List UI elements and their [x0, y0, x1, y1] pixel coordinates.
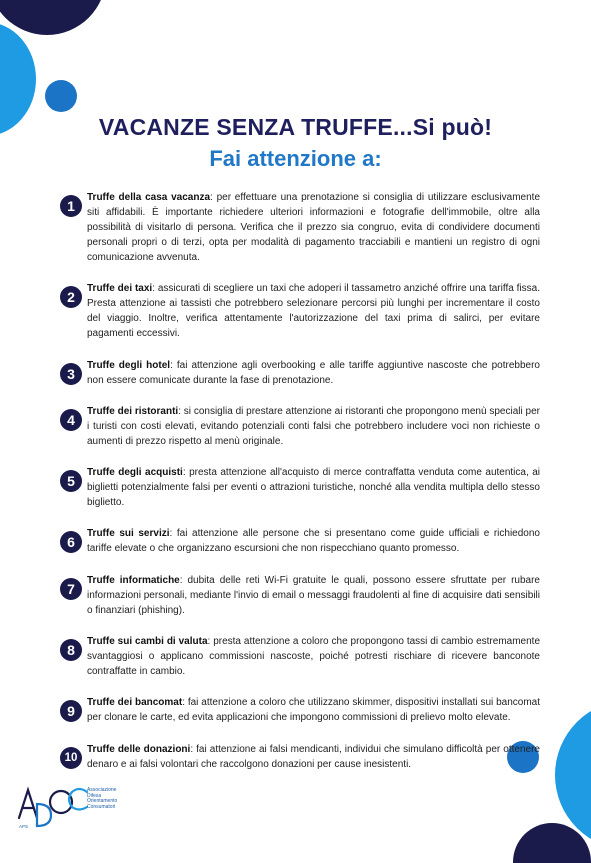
- item-number-badge: 10: [60, 747, 82, 769]
- logo-line: Associazione: [87, 787, 117, 793]
- list-item: [60, 695, 540, 725]
- item-text: [87, 573, 540, 618]
- page-title: VACANZE SENZA TRUFFE...Si può!: [98, 114, 493, 140]
- item-text: [87, 404, 540, 449]
- item-heading: Truffe degli acquisti: [87, 467, 183, 479]
- list-item: [60, 465, 540, 510]
- item-body: : fai attenzione a coloro che utilizzano skimmer, dispositivi installati sui bancomat per clonare le carte, ed evita applicazioni che impongono commissioni di prelievo molto elevate.: [87, 697, 541, 724]
- item-text: [87, 742, 540, 772]
- item-heading: Truffe sui servizi: [87, 528, 170, 540]
- decorative-circle-navy-top: [0, 0, 106, 35]
- item-number-badge: 2: [60, 286, 82, 308]
- item-body: : fai attenzione agli overbooking e alle tariffe aggiuntive nascoste che potrebbero non essere comunicate durante la fase di prenotazione.: [87, 359, 540, 386]
- list-item: [60, 190, 540, 265]
- decorative-dot-left: [45, 80, 77, 112]
- item-number-badge: 4: [60, 409, 82, 431]
- item-number-badge: 6: [60, 531, 82, 553]
- logo-aps: APS: [19, 824, 29, 829]
- item-text: [87, 190, 540, 265]
- scam-list: [60, 190, 540, 788]
- item-body: : assicurati di scegliere un taxi che adoperi il tassametro anziché offrire una tariffa fissa. Presta attenzione ai tassisti che potrebbero selezionare percorsi più lunghi per incrementare il costo del viaggio. Inoltre, verifica attentamente l'autorizzazione del taxi prima di salirci, per evitare pagamenti eccessivi.: [87, 283, 540, 340]
- item-heading: Truffe sui cambi di valuta: [87, 636, 208, 648]
- item-body: : fai attenzione ai falsi mendicanti, individui che simulano difficoltà per ottenere denaro e ai falsi volontari che raccolgono donazioni per cause inesistenti.: [87, 743, 540, 770]
- item-body: : si consiglia di prestare attenzione ai ristoranti che propongono menù speciali per i turisti con costi elevati, evitando potenziali conti falsi che potrebbero includere voci non richieste o aumenti di prezzo rispetto al menù originale.: [87, 405, 540, 447]
- adoc-logo-mark-icon: [17, 780, 97, 830]
- logo-line: Consumatori: [87, 803, 116, 810]
- item-number-badge: 5: [60, 470, 82, 492]
- item-body: : fai attenzione alle persone che si presentano come guide ufficiali e richiedono tariffe elevate o che organizzano escursioni che non rispecchiano quanto promesso.: [87, 528, 540, 555]
- item-heading: Truffe dei taxi: [87, 283, 153, 295]
- list-item: [60, 573, 540, 618]
- list-item: [60, 404, 540, 449]
- item-text: [87, 358, 540, 388]
- adoc-logo: [17, 780, 157, 830]
- list-item: [60, 281, 540, 341]
- list-item: [60, 634, 540, 679]
- item-text: [87, 465, 540, 510]
- item-body: : dubita delle reti Wi-Fi gratuite le quali, possono essere sfruttate per rubare informazioni personali, mediante l'invio di email o messaggi fraudolenti al fine di acquisire dati sensibili o finanziari (phishing).: [87, 574, 540, 616]
- item-number-badge: 3: [60, 363, 82, 385]
- item-heading: Truffe dei bancomat: [87, 697, 183, 709]
- item-body: : presta attenzione a coloro che propongono tassi di cambio estremamente svantaggiosi o applicano commissioni nascoste, poiché potresti rischiare di ricevere banconote contraffatte in cambio.: [87, 636, 541, 678]
- logo-line: Orientamento: [87, 798, 118, 805]
- item-number-badge: 1: [60, 195, 82, 217]
- item-body: : presta attenzione all'acquisto di merce contraffatta venduta come autentica, ai biglietti potenzialmente falsi per eventi o attrazioni turistiche, nonché alla vendita multipla dello stesso biglietto.: [87, 467, 540, 509]
- list-item: [60, 742, 540, 772]
- page-subtitle: Fai attenzione a:: [209, 146, 382, 171]
- item-text: [87, 281, 540, 341]
- adoc-logo-text: [87, 788, 117, 810]
- item-number-badge: 8: [60, 639, 82, 661]
- list-item: [60, 526, 540, 556]
- item-number-badge: 7: [60, 578, 82, 600]
- logo-line: Difesa: [87, 792, 102, 799]
- item-text: [87, 634, 540, 679]
- item-heading: Truffe dei ristoranti: [87, 405, 179, 417]
- list-item: [60, 358, 540, 388]
- item-body: : per effettuare una prenotazione si consiglia di utilizzare esclusivamente siti affidabili. È importante richiedere ulteriori informazioni e fotografie dell'immobile, oltre alla possibilità di visitarlo di persona. Verifica che il prezzo sia congruo, evita di condividere documenti personali propri o di terzi, opta per modalità di pagamento tracciabili e mantieni un registro di ogni comunicazione avvenuta.: [87, 192, 540, 263]
- item-number-badge: 9: [60, 700, 82, 722]
- item-heading: Truffe degli hotel: [87, 359, 171, 371]
- item-text: [87, 526, 540, 556]
- item-heading: Truffe informatiche: [87, 574, 180, 586]
- item-heading: Truffe della casa vacanza: [87, 192, 211, 203]
- item-heading: Truffe delle donazioni: [87, 743, 191, 755]
- item-text: [87, 695, 540, 725]
